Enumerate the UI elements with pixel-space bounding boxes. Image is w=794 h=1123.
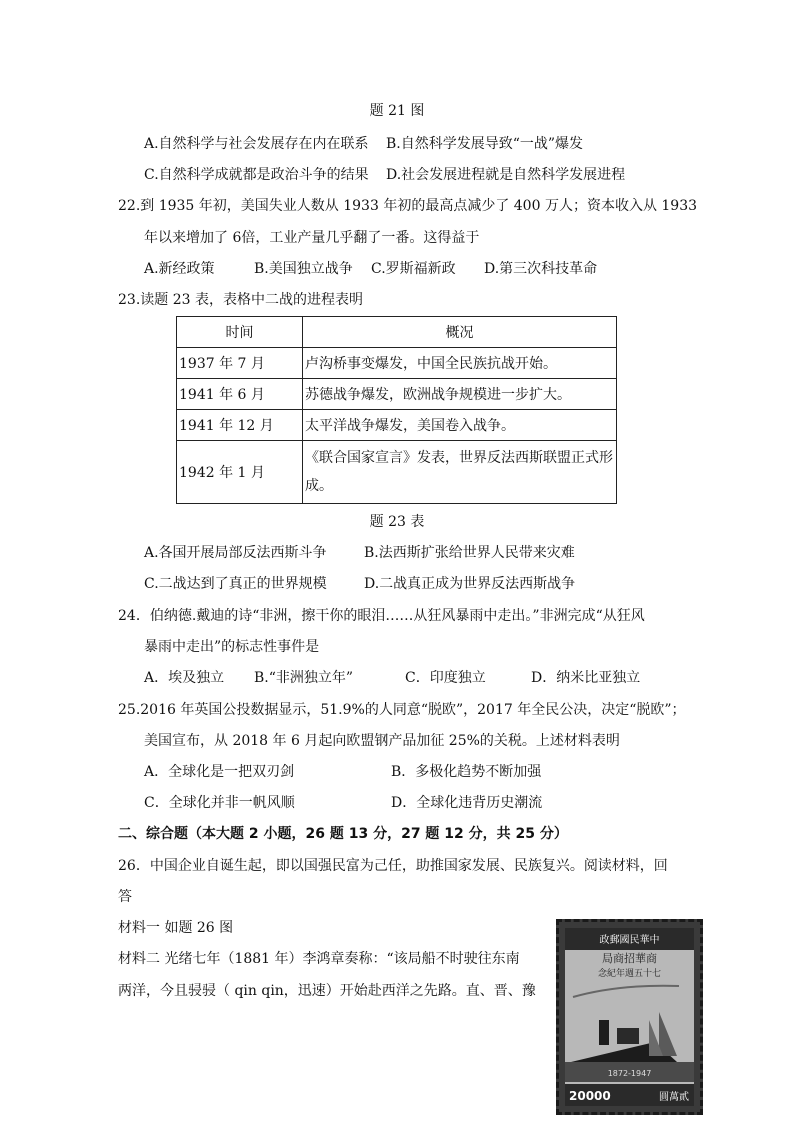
stamp-subtitle-2: 念紀年週五十七 <box>597 969 662 979</box>
stamp-value: 20000 <box>569 1089 611 1103</box>
figure-21-caption: 题 21 图 <box>369 103 425 119</box>
q22-option-d: D.第三次科技革命 <box>484 261 598 277</box>
q23-stem: 23.读题 23 表，表格中二战的进程表明 <box>118 292 363 308</box>
table-row <box>177 410 617 441</box>
q23-option-d: D.二战真正成为世界反法西斯战争 <box>364 576 576 592</box>
q26-material-2-line2: 两洋，今且骎骎（ qin qin，迅速）开始赴西洋之先路。直、晋、豫 <box>118 983 536 999</box>
q24-option-a: A．埃及独立 <box>144 670 225 686</box>
q22-stem-line2: 年以来增加了 6倍，工业产量几乎翻了一番。这得益于 <box>144 230 480 246</box>
table-cell-time: 1941 年 6 月 <box>177 379 303 410</box>
table-row <box>177 348 617 379</box>
q26-material-2-line1: 材料二 光绪七年（1881 年）李鸿章奏称：“该局船不时驶往东南 <box>118 951 520 967</box>
ship-cabin-icon <box>617 1028 639 1044</box>
q23-table <box>176 316 617 504</box>
q21-option-d: D.社会发展进程就是自然科学发展进程 <box>386 167 626 183</box>
q24-option-c: C．印度独立 <box>405 670 486 686</box>
ship-stamp-image <box>556 919 703 1115</box>
stamp-subtitle-1: 局商招華商 <box>602 952 657 965</box>
q25-option-c: C．全球化并非一帆风顺 <box>144 795 295 811</box>
q21-option-c: C.自然科学成就都是政治斗争的结果 <box>144 167 369 183</box>
section-2-title: 二、综合题（本大题 2 小题，26 题 13 分，27 题 12 分，共 25 分） <box>118 826 568 842</box>
q24-option-b: B.“非洲独立年” <box>254 670 354 686</box>
table-row <box>177 379 617 410</box>
q25-option-a: A．全球化是一把双刃剑 <box>144 764 295 780</box>
q25-stem-line2: 美国宣布，从 2018 年 6 月起向欧盟钢产品加征 25%的关税。上述材料表明 <box>144 733 620 749</box>
q24-option-d: D．纳米比亚独立 <box>531 670 641 686</box>
q26-stem-line1: 26．中国企业自诞生起，即以国强民富为己任，助推国家发展、民族复兴。阅读材料，回 <box>118 858 668 874</box>
table-header-row <box>177 317 617 348</box>
q24-stem-line2: 暴雨中走出”的标志性事件是 <box>144 639 320 655</box>
q22-option-c: C.罗斯福新政 <box>371 261 456 277</box>
table-cell-event: 《联合国家宣言》发表，世界反法西斯联盟正式形成。 <box>303 441 617 504</box>
table-cell-time: 1941 年 12 月 <box>177 410 303 441</box>
table-cell-time: 1942 年 1 月 <box>177 441 303 504</box>
q23-option-c: C.二战达到了真正的世界规模 <box>144 576 327 592</box>
q26-stem-line2: 答 <box>118 889 132 905</box>
q23-option-a: A.各国开展局部反法西斯斗争 <box>144 545 327 561</box>
q21-option-a: A.自然科学与社会发展存在内在联系 <box>144 136 369 152</box>
q25-option-b: B．多极化趋势不断加强 <box>391 764 542 780</box>
q23-option-b: B.法西斯扩张给世界人民带来灾难 <box>364 545 575 561</box>
table-cell-event: 苏德战争爆发，欧洲战争规模进一步扩大。 <box>303 379 617 410</box>
q22-stem-line1: 22.到 1935 年初，美国失业人数从 1933 年初的最高点减少了 400 万人；资本收入从 1933 <box>118 198 698 214</box>
table-header-time: 时间 <box>177 317 303 348</box>
table-cell-event: 卢沟桥事变爆发，中国全民族抗战开始。 <box>303 348 617 379</box>
q24-stem-line1: 24．伯纳德.戴迪的诗“非洲，擦干你的眼泪……从狂风暴雨中走出。”非洲完成“从狂风 <box>118 608 645 624</box>
q25-stem-line1: 25.2016 年英国公投数据显示，51.9%的人同意“脱欧”，2017 年全民公决，决定“脱欧”； <box>118 702 686 718</box>
q25-option-d: D．全球化违背历史潮流 <box>391 795 543 811</box>
q22-option-b: B.美国独立战争 <box>254 261 353 277</box>
table-cell-event: 太平洋战争爆发，美国卷入战争。 <box>303 410 617 441</box>
q26-material-1: 材料一 如题 26 图 <box>118 920 234 936</box>
table-cell-time: 1937 年 7 月 <box>177 348 303 379</box>
stamp-header-text: 政郵國民華中 <box>599 935 660 946</box>
q21-option-b: B.自然科学发展导致“一战”爆发 <box>386 136 584 152</box>
q22-option-a: A.新经政策 <box>144 261 215 277</box>
stamp-svg <box>559 922 700 1112</box>
stamp-years: 1872-1947 <box>607 1069 652 1078</box>
stamp-unit: 圓萬貳 <box>659 1092 689 1103</box>
table-header-event: 概况 <box>303 317 617 348</box>
table-row <box>177 441 617 504</box>
ship-funnel-icon <box>599 1020 609 1045</box>
table-23-caption: 题 23 表 <box>369 514 425 530</box>
